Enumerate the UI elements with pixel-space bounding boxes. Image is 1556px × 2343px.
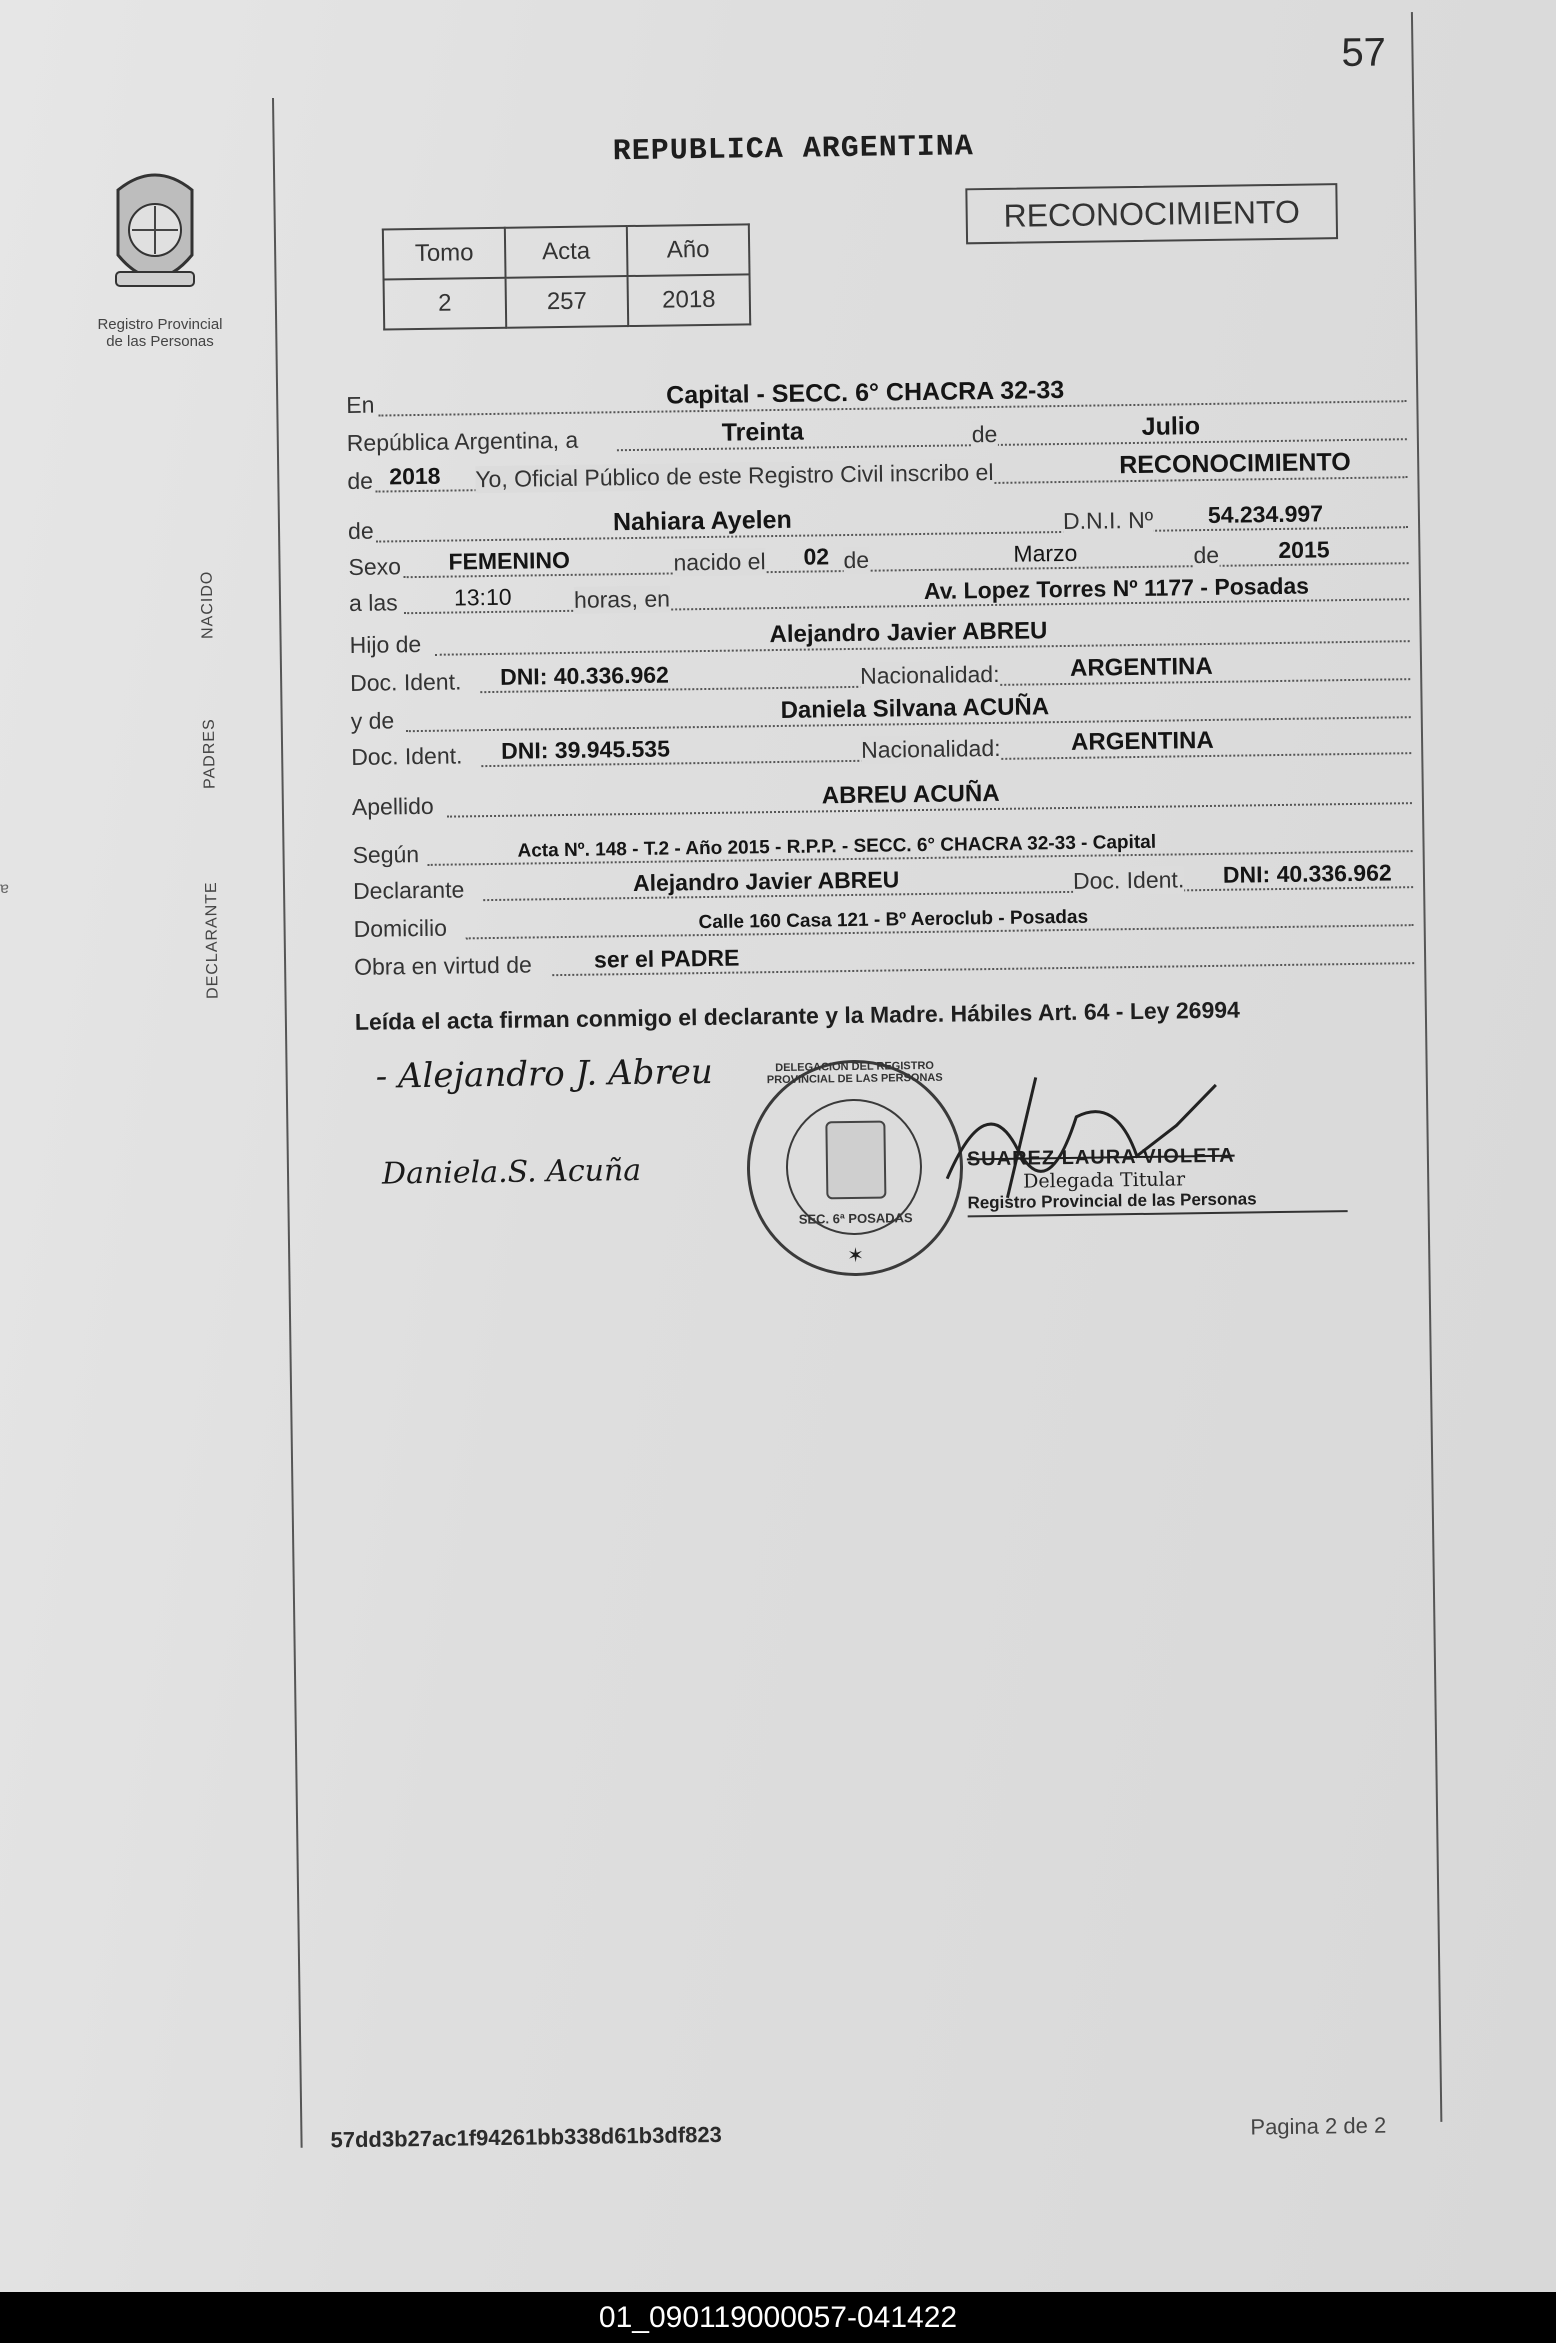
field-label: y de [350,707,395,734]
document-title: REPUBLICA ARGENTINA [612,130,975,170]
field-label: Obra en virtud de [353,951,533,980]
field-value-hora: 13:10 [453,583,512,611]
field-label: Nacionalidad: [860,734,1001,763]
document-hash: 57dd3b27ac1f94261bb338d61b3df823 [330,2121,722,2153]
page-indicator: Pagina 2 de 2 [1250,2112,1387,2140]
official-signature-block [967,1143,1348,1217]
form-frame [198,30,1451,2158]
record-type-box: RECONOCIMIENTO [965,183,1338,244]
logo-caption [80,316,240,350]
field-value-month: Julio [1141,412,1201,441]
field-value-obra: ser el PADRE [593,944,740,973]
field-value-segun: Acta Nº. 148 - T.2 - Año 2015 - R.P.P. - SECC. 6° CHACRA 32-33 - Capital [517,831,1157,862]
field-value-day: 02 [803,543,830,570]
field-label: Domicilio [353,914,448,942]
record-table-header: Acta [505,226,628,278]
field-value-nacionalidad-madre: ARGENTINA [1070,726,1214,756]
field-row-apellido [352,774,1412,823]
field-label: de [347,517,374,544]
logo-caption-line-2: de las Personas [106,333,214,350]
field-label: Según [352,841,420,868]
field-label: Nacionalidad: [859,660,1000,689]
field-label: D.N.I. Nº [1062,506,1154,534]
signature-padre: - Alejandro J. Abreu [375,1051,713,1097]
signature-madre: Daniela.S. Acuña [381,1152,642,1192]
side-label-declarante: DECLARANTE [202,881,222,1000]
closing-statement: Leída el acta firman conmigo el declarante y la Madre. Hábiles Art. 64 - Ley 26994 [354,996,1241,1035]
record-table-header: Año [627,224,750,276]
field-value-doc-padre: DNI: 40.336.962 [499,661,670,690]
field-value-doc-madre: DNI: 39.945.535 [500,735,671,764]
dotted-line [404,598,1409,614]
field-label: a las [348,589,398,616]
field-value-domicilio: Calle 160 Casa 121 - Bº Aeroclub - Posadas [698,906,1089,934]
field-value-madre: Daniela Silvana ACUÑA [780,693,1050,724]
official-name: SUAREZ LAURA VIOLETA [966,1144,1235,1171]
field-label: Apellido [351,792,434,820]
official-role: Delegada Titular [1023,1168,1186,1193]
record-table-cell: 2018 [628,274,751,326]
stamp-crest-icon [825,1121,886,1200]
field-label: Doc. Ident. [349,668,462,696]
field-value-lugar: Av. Lopez Torres Nº 1177 - Posadas [923,572,1310,604]
field-label: de [843,546,870,574]
logo-caption-line-1: Registro Provincial [97,316,223,333]
field-label: de [971,420,998,448]
page-number: 57 [1341,30,1387,76]
field-value-dni: 54.234.997 [1207,500,1324,528]
field-label: República Argentina, a [346,426,579,456]
field-value-apellido: ABREU ACUÑA [821,779,1000,810]
field-value-nombre: Nahiara Ayelen [612,505,792,537]
field-label: En [346,391,375,418]
field-value-day: Treinta [721,417,804,447]
stamp-inner-text: SEC. 6ª POSADAS [798,1210,913,1227]
record-table-header: Tomo [383,228,506,280]
field-value-declarante: Alejandro Javier ABREU [632,866,900,897]
field-label: Sexo [348,553,402,580]
stamp-outer-text: DELEGACION DEL REGISTRO PROVINCIAL DE LAS PERSONAS [766,1059,943,1087]
field-label: Doc. Ident. [1072,866,1185,894]
side-label-nacido: NACIDO [198,570,217,640]
field-label: nacido el [673,548,766,576]
field-value-en: Capital - SECC. 6° CHACRA 32-33 [665,375,1065,410]
misiones-coat-of-arms-icon [100,160,210,305]
record-table-header-row [383,224,750,279]
field-value-acto: RECONOCIMIENTO [1119,447,1351,480]
field-value-year: 2018 [389,462,441,490]
field-value-month: Marzo [1013,539,1078,567]
file-id-bar: 01_090119000057-041422 [0,2292,1556,2343]
stamp-star-icon: ✶ [847,1244,865,1268]
field-label: de [347,467,374,494]
field-label: Doc. Ident. [351,742,463,770]
field-value-nacionalidad-padre: ARGENTINA [1069,652,1213,682]
record-table [382,223,751,330]
field-value-year: 2015 [1278,536,1330,563]
field-value-padre: Alejandro Javier ABREU [769,617,1048,649]
field-value-sexo: FEMENINO [448,546,571,575]
right-margin-rule [1411,12,1442,2122]
official-office: Registro Provincial de las Personas [967,1188,1347,1217]
field-label: de [1193,541,1220,569]
field-label: Hijo de [349,630,422,658]
edge-mark: ɐ [0,880,9,897]
record-table-value-row [384,274,751,329]
field-label: horas, en [573,585,671,613]
field-value-doc-declarante: DNI: 40.336.962 [1222,859,1392,888]
record-table-cell: 2 [384,278,507,330]
side-label-padres: PADRES [200,718,219,790]
record-table-cell: 257 [506,276,629,328]
field-label: Yo, Oficial Público de este Registro Civil inscribo el [475,458,994,493]
field-label: Declarante [352,876,465,904]
left-margin-rule [272,98,303,2148]
